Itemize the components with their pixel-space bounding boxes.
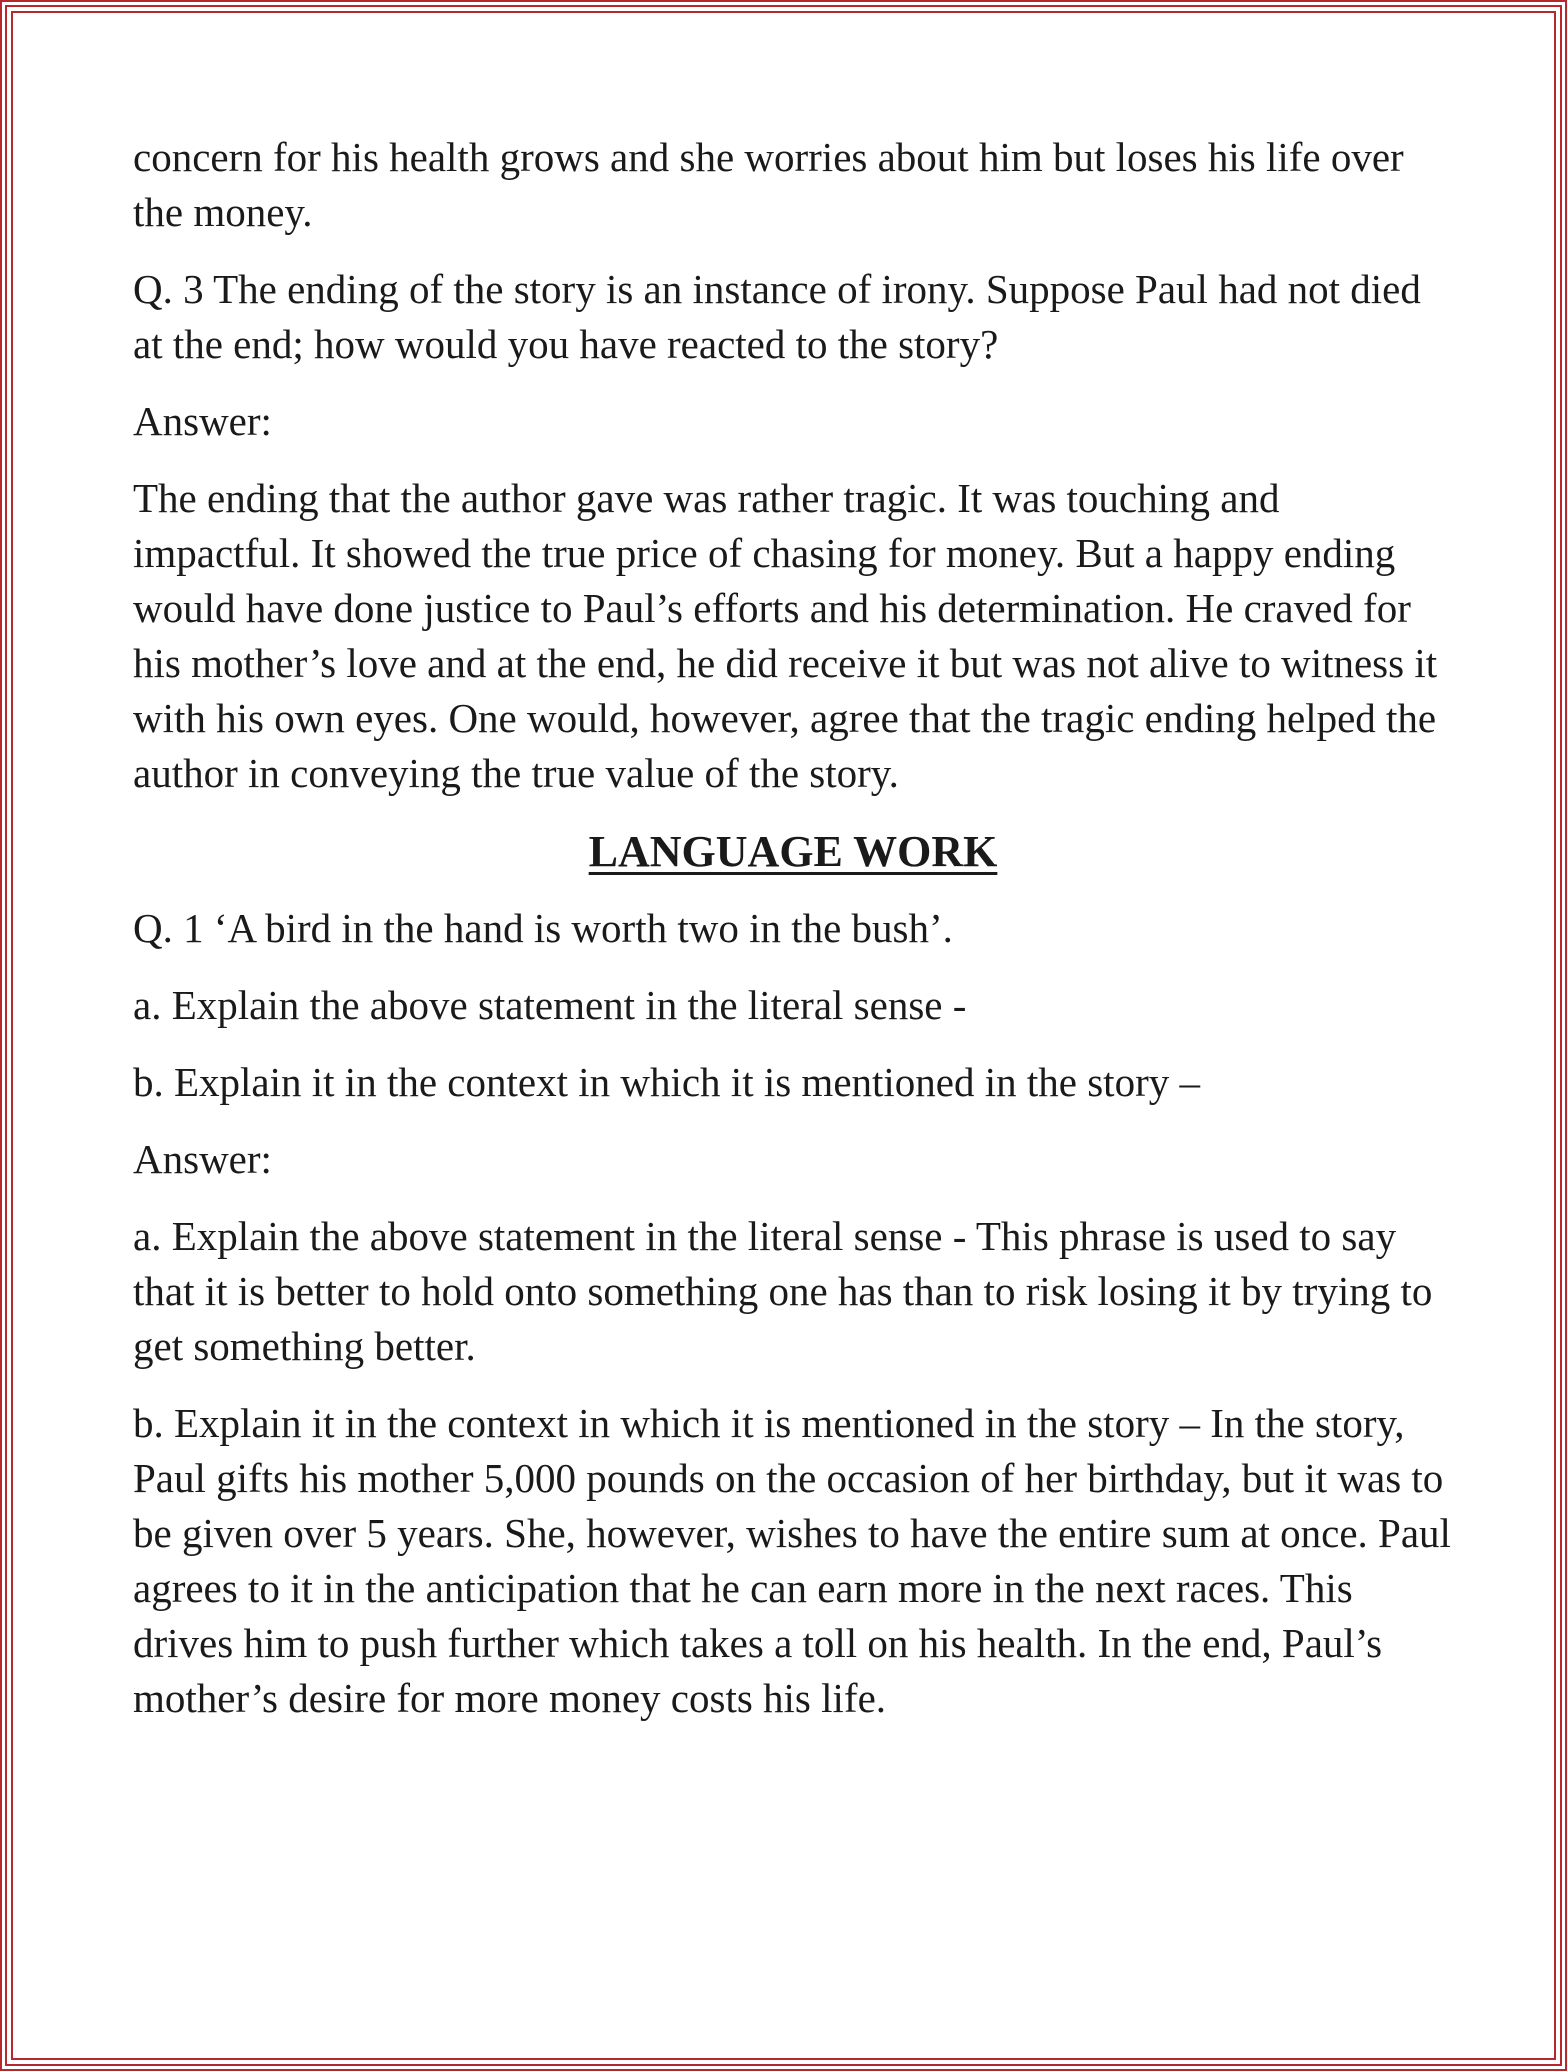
section-heading: LANGUAGE WORK — [588, 827, 998, 876]
answer-b-text: b. Explain it in the context in which it is mentioned in the story – In the story, Paul gifts his mother 5,000 pounds on the occasion of her birthday, but it was to be given over 5 years. She, however, wishes to have the entire sum at once. Paul agrees to it in the anticipation that he can earn more in the next races. This drives him to push further which takes a toll on his health. In the end, Paul’s mother’s desire for more money costs his life. — [133, 1400, 1451, 1721]
answer-label: Answer: — [133, 1136, 272, 1182]
question-3: Q. 3 The ending of the story is an instance of irony. Suppose Paul had not died at the end; how would you have reacted to the story? — [133, 266, 1421, 367]
language-question-1: Q. 1 ‘A bird in the hand is worth two in the bush’. — [133, 905, 953, 951]
sub-question-a: a. Explain the above statement in the literal sense - — [133, 982, 967, 1028]
answer-3-text: The ending that the author gave was rather tragic. It was touching and impactful. It showed the true price of chasing for money. But a happy ending would have done justice to Paul’s efforts and his determination. He craved for his mother’s love and at the end, he did receive it but was not alive to witness it with his own eyes. One would, however, agree that the tragic ending helped the author in conveying the true value of the story. — [133, 475, 1438, 796]
sub-question-b: b. Explain it in the context in which it is mentioned in the story – — [133, 1059, 1200, 1105]
paragraph-continuation: concern for his health grows and she worries about him but loses his life over the money. — [133, 134, 1404, 235]
document-body — [133, 130, 1453, 1748]
answer-label: Answer: — [133, 398, 272, 444]
answer-a-text: a. Explain the above statement in the literal sense - This phrase is used to say that it is better to hold onto something one has than to risk losing it by trying to get something better. — [133, 1213, 1433, 1369]
